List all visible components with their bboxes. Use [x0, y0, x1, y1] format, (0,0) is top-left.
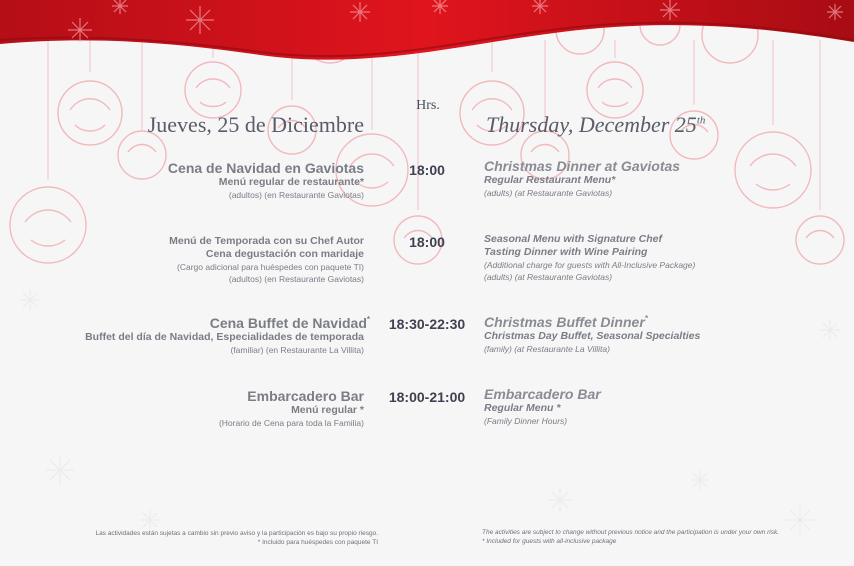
event-en-line: Seasonal Menu with Signature Chef [484, 233, 662, 245]
event-es-block [60, 235, 364, 285]
event-en-title-star: * [644, 314, 648, 323]
spanish-date-header: Jueves, 25 de Diciembre [147, 112, 364, 137]
english-date-text: Thursday, December 25 [486, 112, 697, 137]
event-en-line: Tasting Dinner with Wine Pairing [484, 246, 648, 258]
event-es-note: (adultos) (en Restaurante Gaviotas) [228, 190, 364, 200]
event-es-line: Buffet del día de Navidad, Especialidades de temporada [85, 331, 364, 343]
hours-header: Hrs. [416, 98, 440, 113]
footer-es [30, 529, 378, 547]
event-en-note: (Family Dinner Hours) [484, 416, 568, 426]
event-en-block [484, 386, 814, 427]
event-en-block [484, 158, 814, 199]
event-es-block [60, 160, 364, 201]
event-es-title-star: * [366, 315, 370, 324]
event-es-note: (adultos) (en Restaurante Gaviotas) [228, 274, 364, 284]
footer-en [482, 528, 842, 546]
event-en-title-row [484, 314, 814, 330]
event-en-title: Christmas Dinner at Gaviotas [484, 158, 681, 174]
event-en-note: (adults) (at Restaurante Gaviotas) [484, 188, 613, 198]
footer-es-line: Las actividades están sujetas a cambio sin previo aviso y la participación es bajo su propio riesgo. [95, 530, 378, 537]
event-es-line: Menú regular de restaurante* [218, 176, 364, 188]
footer-en-line: The activities are subject to change without previous notice and the participation is under your own risk. [482, 529, 779, 536]
event-en-line: Regular Restaurant Menu* [484, 174, 616, 186]
event-es-title: Embarcadero Bar [247, 388, 364, 404]
event-es-line: Cena degustación con maridaje [205, 248, 364, 260]
event-es-note: (familiar) (en Restaurante La Villita) [230, 345, 364, 355]
footer-en-line: * Included for guests with all-inclusive package [482, 538, 617, 545]
event-es-block [60, 388, 364, 429]
event-es-title: Cena Buffet de Navidad [209, 315, 367, 331]
event-time: 18:00 [409, 234, 445, 250]
event-en-block [484, 314, 814, 355]
event-en-note: (adults) (at Restaurante Gaviotas) [484, 272, 613, 282]
english-date-suffix: th [696, 114, 706, 127]
event-en-title: Christmas Buffet Dinner [484, 314, 645, 330]
event-es-block [60, 315, 370, 356]
event-es-title: Cena de Navidad en Gaviotas [167, 160, 364, 176]
event-es-line: Menú de Temporada con su Chef Autor [169, 235, 364, 247]
event-es-note: (Horario de Cena para toda la Familia) [218, 418, 364, 428]
event-time: 18:30-22:30 [388, 316, 466, 332]
event-time: 18:00 [409, 162, 445, 178]
footer-es-line: * Incluido para huéspedes con paquete TI [257, 539, 378, 546]
event-es-note: (Cargo adicional para huéspedes con paquete TI) [177, 262, 364, 272]
event-en-block [484, 233, 824, 283]
event-es-title-row [60, 315, 370, 331]
english-date-header [486, 112, 786, 138]
event-en-line: Regular Menu * [484, 402, 561, 414]
event-time: 18:00-21:00 [388, 389, 466, 405]
event-en-note: (family) (at Restaurante La Villita) [484, 344, 610, 354]
event-en-line: Christmas Day Buffet, Seasonal Specialties [484, 330, 701, 342]
event-en-title: Embarcadero Bar [484, 386, 601, 402]
event-en-note: (Additional charge for guests with All-Inclusive Package) [484, 260, 696, 270]
event-es-line: Menú regular * [291, 404, 364, 416]
